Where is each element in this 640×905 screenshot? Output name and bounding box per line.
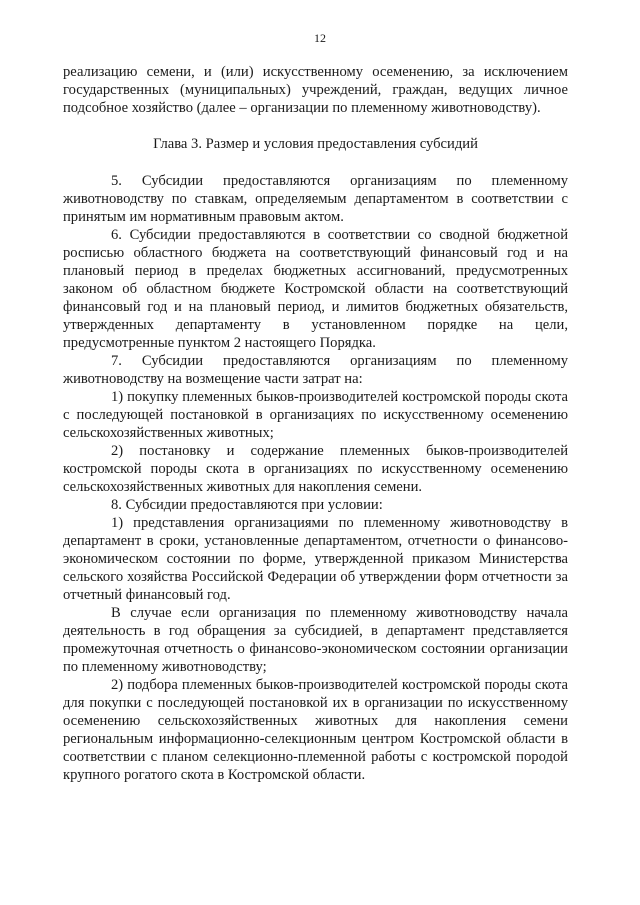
paragraph-7: 7. Субсидии предоставляются организациям по племенному животноводству на возмещение части затрат на: — [63, 353, 568, 387]
paragraph-7-item-2: 2) постановку и содержание племенных быков-производителей костромской породы скота в организациях по искусственному осеменению сельскохозяйственных животных для накопления семени. — [63, 443, 568, 495]
paragraph-intro-continuation: реализацию семени, и (или) искусственному осеменению, за исключением государственных (муниципальных) учреждений, граждан, ведущих личное подсобное хозяйство (далее – организации по племенному животноводству). — [63, 64, 568, 116]
paragraph-7-item-1: 1) покупку племенных быков-производителей костромской породы скота с последующей постановкой в организациях по искусственному осеменению сельскохозяйственных животных; — [63, 389, 568, 441]
document-body — [63, 63, 568, 784]
paragraph-8-item-2: 2) подбора племенных быков-производителей костромской породы скота для покупки с последующей постановкой их в организации по искусственному осеменению сельскохозяйственных животных для накопления семени региональным информационно-селекционным центром Костромской области в соответствии с планом селекционно-племенной работы с костромской породой крупного рогатого скота в Костромской области. — [63, 677, 568, 783]
paragraph-8-item-1: 1) представления организациями по племенному животноводству в департамент в сроки, установленные департаментом, отчетности о финансово-экономическом состоянии по форме, утвержденной приказом Министерства сельского хозяйства Российской Федерации об утверждении форм отчетности за отчетный финансовый год. — [63, 515, 568, 603]
paragraph-6: 6. Субсидии предоставляются в соответствии со сводной бюджетной росписью областного бюджета на соответствующий финансовый год и на плановый период в пределах бюджетных ассигнований, предусмотренных законом об областном бюджете Костромской области на соответствующий финансовый год и на плановый период, и лимитов бюджетных обязательств, утвержденных департаменту в установленном порядке на цели, предусмотренные пунктом 2 настоящего Порядка. — [63, 227, 568, 351]
paragraph-5: 5. Субсидии предоставляются организациям по племенному животноводству по ставкам, определяемым департаментом в соответствии с принятым им нормативным правовым актом. — [63, 173, 568, 225]
chapter-heading: Глава 3. Размер и условия предоставления субсидий — [153, 136, 478, 152]
page-number: 12 — [314, 31, 326, 45]
paragraph-8: 8. Субсидии предоставляются при условии: — [111, 497, 383, 513]
paragraph-8-item-1-note: В случае если организация по племенному животноводству начала деятельность в год обращения за субсидией, в департамент представляется промежуточная отчетность о финансово-экономическом состоянии организации по племенному животноводству; — [63, 605, 568, 675]
